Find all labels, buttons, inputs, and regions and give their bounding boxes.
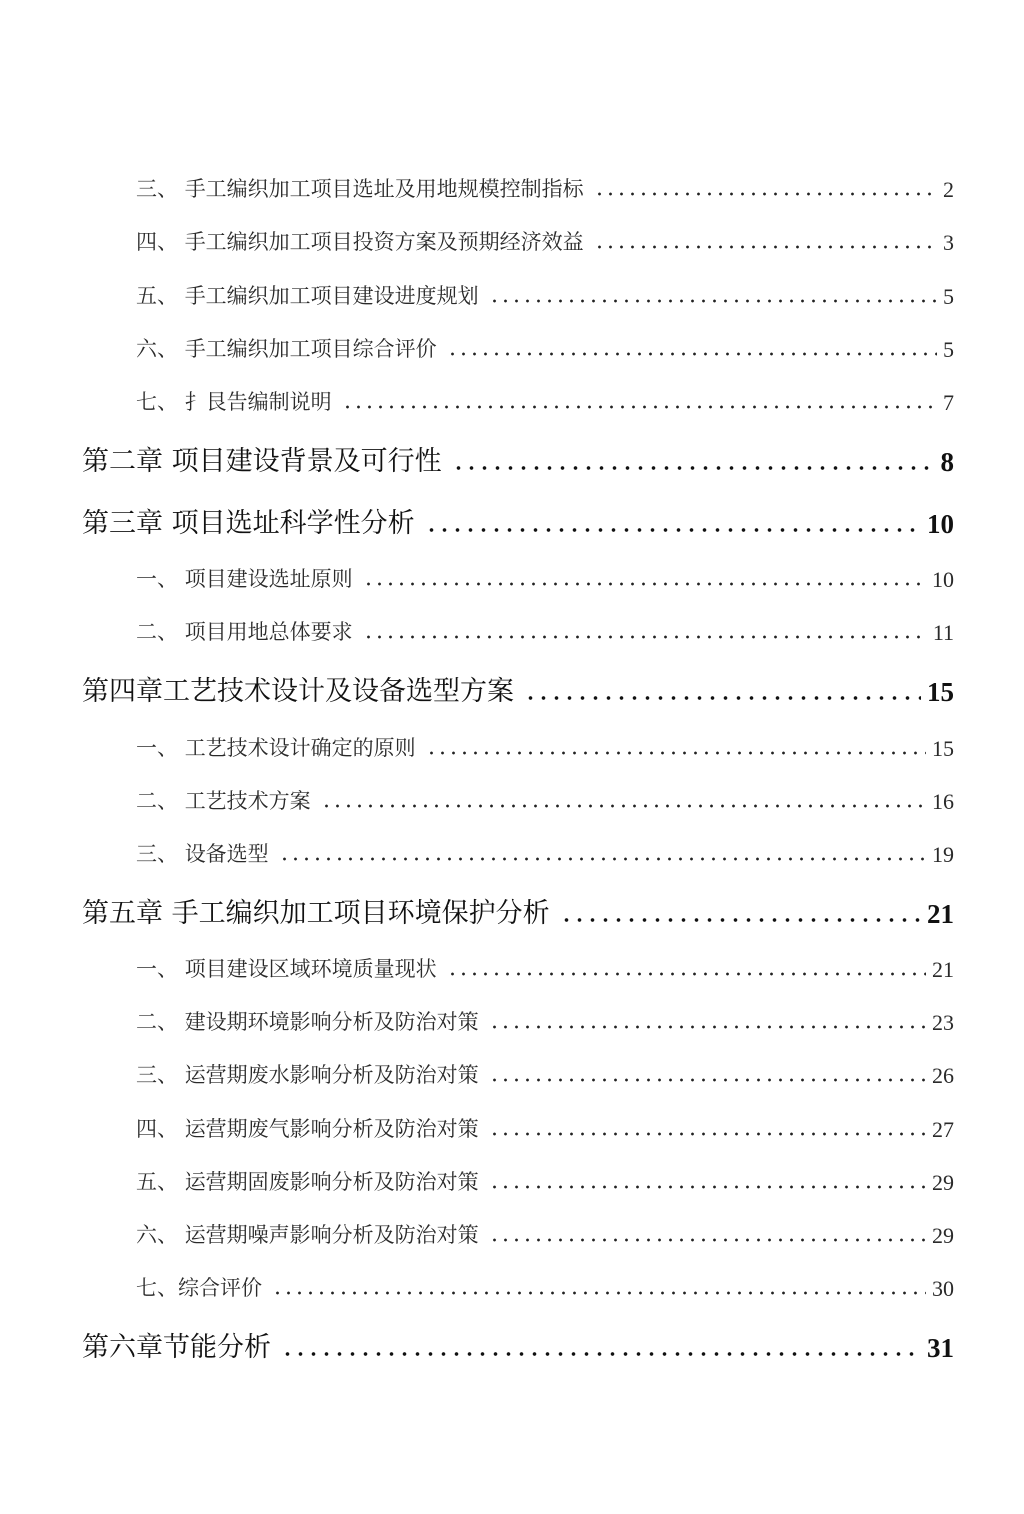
toc-entry-title: 运营期废水影响分析及防治对策 xyxy=(184,1063,479,1088)
toc-section-entry[interactable] xyxy=(0,1089,1024,1142)
dot-leader xyxy=(426,750,926,756)
dot-leader xyxy=(447,971,926,977)
toc-section-entry[interactable] xyxy=(0,540,1024,593)
toc-section-entry[interactable] xyxy=(0,150,1024,203)
toc-entry-number: 第二章 xyxy=(82,445,172,477)
dot-leader xyxy=(489,1077,926,1083)
dot-leader xyxy=(489,298,937,304)
toc-entry-number: 二、 xyxy=(136,1010,185,1035)
toc-entry-number: 五、 xyxy=(136,1169,185,1194)
toc-entry-page-number: 10 xyxy=(932,567,954,593)
toc-entry-page-number: 21 xyxy=(932,957,954,983)
toc-section-entry[interactable] xyxy=(0,762,1024,815)
toc-entry-page-number: 19 xyxy=(932,841,954,867)
toc-entry-title: 运营期固废影响分析及防治对策 xyxy=(184,1169,479,1194)
dot-leader xyxy=(452,465,935,471)
toc-chapter-entry[interactable] xyxy=(0,646,1024,708)
toc-entry-page-number: 11 xyxy=(932,620,954,646)
toc-entry-title: 手工编织加工项目建设进度规划 xyxy=(184,283,479,308)
toc-entry-page-number: 16 xyxy=(932,788,954,814)
toc-entry-page-number: 15 xyxy=(932,735,954,761)
toc-entry-title: 项目建设选址原则 xyxy=(184,567,353,592)
toc-entry-page-number: 2 xyxy=(943,177,954,203)
toc-entry-number: 第四章 xyxy=(82,676,163,708)
toc-entry-number: 二、 xyxy=(136,788,185,813)
table-of-contents xyxy=(0,150,1024,1364)
toc-entry-number: 五、 xyxy=(136,283,185,308)
toc-entry-number: 六、 xyxy=(136,1223,185,1247)
toc-entry-title: 节能分析 xyxy=(163,1332,271,1364)
toc-section-entry[interactable] xyxy=(0,815,1024,868)
toc-entry-page-number: 10 xyxy=(927,508,954,539)
toc-entry-page-number: 5 xyxy=(943,283,954,309)
toc-entry-title: 项目用地总体要求 xyxy=(184,620,353,645)
toc-entry-number: 第三章 xyxy=(82,507,172,539)
toc-entry-number: 七、 xyxy=(136,1276,178,1301)
toc-entry-title: 项目选址科学性分析 xyxy=(171,507,415,539)
dot-leader xyxy=(363,634,927,640)
dot-leader xyxy=(447,351,937,357)
toc-entry-number: 第六章 xyxy=(82,1332,163,1364)
toc-chapter-entry[interactable] xyxy=(0,478,1024,540)
toc-entry-page-number: 30 xyxy=(932,1276,954,1302)
dot-leader xyxy=(524,695,921,701)
toc-entry-page-number: 26 xyxy=(932,1063,954,1089)
toc-entry-page-number: 7 xyxy=(943,389,954,415)
toc-entry-title: 运营期废气影响分析及防治对策 xyxy=(184,1116,479,1141)
toc-entry-title: 项目建设区域环境质量现状 xyxy=(184,957,437,982)
toc-entry-number: 三、 xyxy=(136,177,185,202)
toc-section-entry[interactable] xyxy=(0,310,1024,363)
toc-entry-number: 第五章 xyxy=(82,897,172,929)
dot-leader xyxy=(489,1131,926,1137)
dot-leader xyxy=(272,1290,926,1296)
toc-entry-number: 七、 xyxy=(136,389,185,414)
toc-entry-number: 一、 xyxy=(136,957,185,982)
toc-section-entry[interactable] xyxy=(0,256,1024,309)
toc-entry-number: 一、 xyxy=(136,735,185,760)
dot-leader xyxy=(489,1184,926,1190)
toc-entry-page-number: 15 xyxy=(927,677,954,708)
toc-chapter-entry[interactable] xyxy=(0,1302,1024,1364)
toc-entry-page-number: 8 xyxy=(940,446,954,477)
toc-entry-number: 四、 xyxy=(136,230,185,255)
toc-section-entry[interactable] xyxy=(0,363,1024,416)
dot-leader xyxy=(363,581,926,587)
dot-leader xyxy=(342,404,937,410)
toc-section-entry[interactable] xyxy=(0,203,1024,256)
dot-leader xyxy=(425,527,921,533)
toc-entry-title: 扌艮告编制说明 xyxy=(184,389,332,414)
toc-entry-title: 工艺技术设计及设备选型方案 xyxy=(163,676,514,708)
toc-entry-title: 设备选型 xyxy=(184,841,269,866)
toc-section-entry[interactable] xyxy=(0,708,1024,761)
toc-section-entry[interactable] xyxy=(0,1249,1024,1302)
toc-section-entry[interactable] xyxy=(0,593,1024,646)
toc-section-entry[interactable] xyxy=(0,930,1024,983)
toc-entry-number: 一、 xyxy=(136,567,185,592)
toc-entry-title: 运营期噪声影响分析及防治对策 xyxy=(184,1223,479,1247)
toc-entry-page-number: 23 xyxy=(932,1010,954,1036)
toc-entry-page-number: 27 xyxy=(932,1116,954,1142)
dot-leader xyxy=(594,191,937,197)
toc-chapter-entry[interactable] xyxy=(0,416,1024,478)
toc-section-entry[interactable] xyxy=(0,1196,1024,1249)
toc-entry-title: 手工编织加工项目选址及用地规模控制指标 xyxy=(184,177,584,202)
toc-entry-title: 建设期环境影响分析及防治对策 xyxy=(184,1010,479,1035)
toc-entry-number: 六、 xyxy=(136,336,185,361)
toc-entry-title: 手工编织加工项目环境保护分析 xyxy=(171,897,550,929)
toc-section-entry[interactable] xyxy=(0,1143,1024,1196)
dot-leader xyxy=(321,803,926,809)
dot-leader xyxy=(489,1237,926,1243)
toc-entry-page-number: 29 xyxy=(932,1169,954,1195)
dot-leader xyxy=(281,1351,921,1357)
toc-entry-title: 项目建设背景及可行性 xyxy=(171,445,442,477)
toc-entry-title: 工艺技术设计确定的原则 xyxy=(184,735,416,760)
dot-leader xyxy=(560,917,921,923)
toc-entry-title: 手工编织加工项目投资方案及预期经济效益 xyxy=(184,230,584,255)
toc-entry-title: 综合评价 xyxy=(178,1276,262,1301)
toc-entry-page-number: 31 xyxy=(927,1333,954,1364)
toc-entry-number: 二、 xyxy=(136,620,185,645)
dot-leader xyxy=(489,1024,926,1030)
toc-entry-title: 工艺技术方案 xyxy=(184,788,311,813)
toc-entry-title: 手工编织加工项目综合评价 xyxy=(184,336,437,361)
toc-entry-page-number: 29 xyxy=(932,1223,954,1248)
dot-leader xyxy=(594,244,937,250)
toc-chapter-entry[interactable] xyxy=(0,868,1024,930)
toc-section-entry[interactable] xyxy=(0,983,1024,1036)
toc-entry-page-number: 5 xyxy=(943,336,954,362)
dot-leader xyxy=(279,856,926,862)
toc-section-entry[interactable] xyxy=(0,1036,1024,1089)
toc-entry-number: 三、 xyxy=(136,841,185,866)
toc-entry-number: 四、 xyxy=(136,1116,185,1141)
toc-entry-number: 三、 xyxy=(136,1063,185,1088)
toc-entry-page-number: 21 xyxy=(927,898,954,929)
toc-entry-page-number: 3 xyxy=(943,230,954,256)
